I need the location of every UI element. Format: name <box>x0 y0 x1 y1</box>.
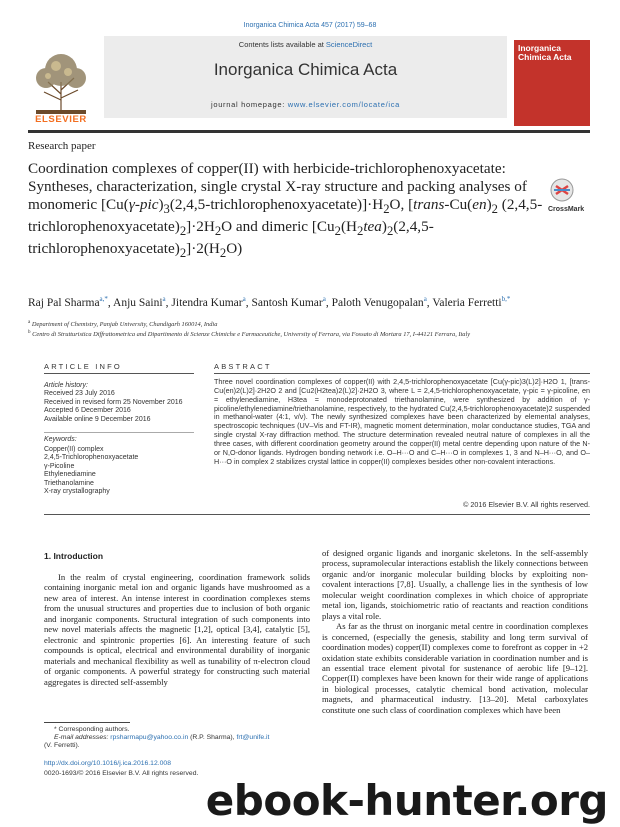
divider <box>214 373 590 374</box>
keyword: γ-Picoline <box>44 462 75 470</box>
article-title: Coordination complexes of copper(II) with herbicide-trichlorophenoxyacetate: Syntheses, characterization, single crystal X-ray structure and packing analyses of monomeric $[Cu(\gamma-pic)_3(2,4,5-trichlorophenoxyacetate)]\cdot H_2O$, [$trans-Cu(en)_2$ $(2,4,5-trichlorophenoxyacetate)_2]\cdot 2H_2O$ and dimeric $[Cu_2(H_2tea)_2(2,4,5-trichlorophenoxyacetate)_2]\cdot 2(H_2O)$ <box>28 160 543 261</box>
paragraph: As far as the thrust on inorganic metal centre in coordination complexes is concerned, (especially the genesis, stability and long term survival of coordination modes) copper(II) complexes come to forefront as copper in +2 oxidation state exhibits considerable variation in coordination number and is an essential trace element pivotal for sustenance of aerobic life [9–12]. Copper(II) complexes have been known for their wide range of applications in biological processes, catalytic chemical bond activation, molecular magnets, and pharmaceutical industry. [13–20]. Metal carboxylates constitute one such class of coordination complexes which have been <box>322 621 588 715</box>
journal-homepage-link[interactable]: www.elsevier.com/locate/ica <box>287 100 401 109</box>
intro-right-column <box>322 548 588 715</box>
paragraph: of designed organic ligands and inorganic skeletons. In the self-assembly process, supramolecular interactions establish the likely connections between organic and/or inorganic molecular building blocks by exploiting non-covalent interactions [7,8]. Usually, a challenge lies in the synthesis of low molecular weight coordination complexes in which choice of appropriate metal ion, ligands, stoichiometric ratio of reactants and reaction conditions plays a vital role. <box>322 548 588 621</box>
crossmark-label: CrossMark <box>548 206 585 213</box>
author-name[interactable]: Jitendra Kumar <box>171 296 243 309</box>
elsevier-wordmark: ELSEVIER <box>35 114 87 125</box>
contents-line: Contents lists available at ScienceDirect <box>238 40 373 49</box>
email-link[interactable]: frt@unife.it <box>236 734 270 741</box>
keyword-list <box>44 446 194 496</box>
elsevier-logo-icon <box>28 48 94 118</box>
author-name[interactable]: Anju Saini <box>113 296 163 309</box>
header-rule <box>28 130 590 133</box>
history-item: Available online 9 December 2016 <box>44 415 151 423</box>
doi-link[interactable]: http://dx.doi.org/10.1016/j.ica.2016.12.008 <box>44 760 171 767</box>
journal-citation[interactable]: Inorganica Chimica Acta 457 (2017) 59–68 <box>243 22 377 29</box>
abstract-text: Three novel coordination complexes of copper(II) with 2,4,5-trichlorophenoxyacetate [Cu(γ-pic)3(L)2]·H2O 1, [trans-Cu(en)2(L)2]·2H2O 2 and [Cu2(H2tea)2(L)2]·2H2O 3, where L = 2,4,5-trichlorophenoxyacetate, γ-pic = γ-picoline, en = ethylenediamine, H3tea = monodeprotonated triethanolamine, were synthesized by addition of γ-picoline/ethylenediamine/triethanolamine, respectively, to the hydrated Cu(2,4,5-trichlorophenoxyacetate)2 suspended in methanol-water (4:1, v/v). The newly synthesized complexes have been characterized by elemental analyses, spectroscopic techniques (UV–Vis and FT-IR), magnetic moment determination, molar conductance studies, TGA and single crystal X-ray diffraction method. The structure determination revealed neutral nature of complexes in all the three cases, with different coordination geometry around the copper(II) metal centre depending upon nature of the N- or N,O-donor ligands. Hydrogen bonding network i.e. O–H···O and C–H···O in complexes 1, 3 and N–H···O, and O–H···O in complex 2 stabilizes crystal lattice in copper(II) complexes besides other non-covalent interactions. <box>214 377 590 466</box>
keyword: X-ray crystallography <box>44 488 110 496</box>
history-item: Accepted 6 December 2016 <box>44 407 131 415</box>
keyword: Triethanolamine <box>44 479 94 487</box>
issn-line: 0020-1693/© 2016 Elsevier B.V. All rights reserved. <box>44 770 199 777</box>
article-history: Article history: Received 23 July 2016 Received in revised form 25 November 2016 Accepted 6 December 2016 Available online 9 December 2016 <box>44 382 194 424</box>
journal-title: Inorganica Chimica Acta <box>213 60 398 79</box>
email-link[interactable]: rpsharmapu@yahoo.co.in <box>110 734 189 741</box>
journal-homepage: journal homepage: www.elsevier.com/locate/ica <box>210 100 401 109</box>
history-item: Received in revised form 25 November 2016 <box>44 398 183 406</box>
author-name[interactable]: Paloth Venugopalan <box>331 296 424 309</box>
section-heading: 1. Introduction <box>44 551 104 561</box>
affiliation-a: $^a$ Department of Chemistry, Panjab University, Chandigarh 160014, India <box>28 320 218 329</box>
author-name[interactable]: Valeria Ferretti <box>432 296 502 309</box>
footnote: * Corresponding authors. E-mail addresses: rpsharmapu@yahoo.co.in (R.P. Sharma), frt@unife.it (V. Ferretti). <box>44 726 270 749</box>
intro-left-column: In the realm of crystal engineering, coordination framework solids containing inorganic metal ion and organic ligands have mushroomed as a new area of interest. An intense interest in coordination complexes stems from the unusual structures and properties due to inclusion of both organic and inorganic components. Structural integration of such components into new novel materials affects the magnetic [1,2], optical [3,4], catalytic [5], electronic and spintronic properties [6]. An interesting feature of such compounds is optical, electrical and environmental durability of inorganic materials and mechanical flexibility as well as tunability of π-electron cloud of organic components. A powerful strategy for constructing such material aggregates is directed self-assembly <box>44 572 310 687</box>
keyword: Copper(II) complex <box>44 446 104 453</box>
footnote-rule <box>44 722 130 723</box>
journal-cover-title: Inorganica Chimica Acta <box>518 43 572 62</box>
keywords-heading: Keywords: <box>44 436 77 443</box>
author-name[interactable]: Raj Pal Sharma <box>28 296 100 309</box>
author-name[interactable]: Santosh Kumar <box>251 296 323 309</box>
sciencedirect-link[interactable]: ScienceDirect <box>325 40 373 49</box>
divider <box>44 514 590 515</box>
keyword: 2,4,5-Trichlorophenoxyacetate <box>44 454 139 462</box>
abstract-copyright: © 2016 Elsevier B.V. All rights reserved. <box>463 500 590 509</box>
watermark: ebook-hunter.org <box>205 776 608 825</box>
abstract-heading: ABSTRACT <box>214 362 272 371</box>
divider <box>44 373 194 374</box>
article-type: Research paper <box>28 140 96 152</box>
divider <box>44 432 194 433</box>
affiliation-b: $^b$ Centro di Strutturistica Diffrattometrica and Dipartimento di Scienze Chimiche e Farmaceutiche, University of Ferrara, via Fossato di Mortara 17, I-44121 Ferrara, Italy <box>28 330 471 339</box>
author-list: Raj Pal Sharma$^{a,*}$, Anju Saini$^a$, Jitendra Kumar$^a$, Santosh Kumar$^a$, Paloth Venugopalan$^a$, Valeria Ferretti$^{b,*}$ <box>28 295 511 309</box>
article-info-heading: ARTICLE INFO <box>44 362 122 371</box>
history-item: Received 23 July 2016 <box>44 390 115 398</box>
keyword: Ethylenediamine <box>44 471 96 479</box>
